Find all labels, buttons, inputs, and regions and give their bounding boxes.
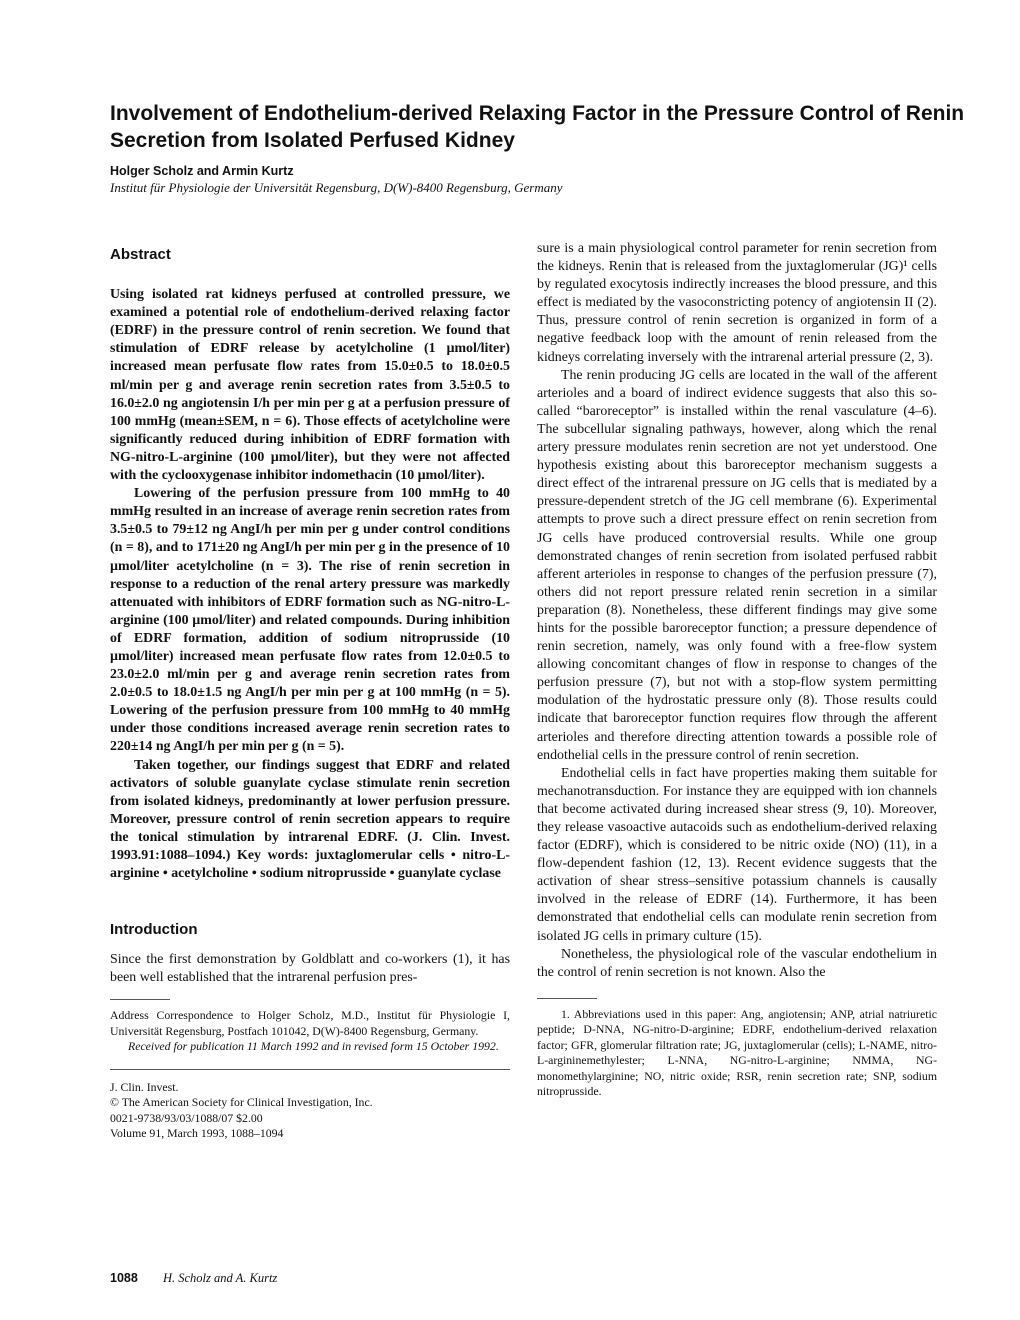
abstract-paragraph: Taken together, our findings suggest that EDRF and related activators of soluble guanylate cyclase stimulate renin secretion from isolated kidneys, predominantly at lower perfusion pressure. Moreover, pressure control of renin secretion appears to require the tonical stimulation by intrarenal EDRF. (J. Clin. Invest. 1993.91:1088–1094.) Key words: juxtaglomerular cells • nitro-L-arginine • acetylcholine • sodium nitroprusside • guanylate cyclase — [110, 757, 510, 882]
received-date: Received for publication 11 March 1992 and in revised form 15 October 1992. — [128, 1039, 499, 1054]
abstract-paragraph: Using isolated rat kidneys perfused at controlled pressure, we examined a potential role of endothelium-derived relaxing factor (EDRF) in the pressure control of renin secretion. We found that stimulation of EDRF release by acetylcholine (1 µmol/liter) increased mean perfusate flow rates from 15.0±0.5 to 18.0±0.5 ml/min per g and average renin secretion rates from 3.5±0.5 to 16.0±2.0 ng angiotensin I/h per min per g at a perfusion pressure of 100 mmHg (mean±SEM, n = 6). Those effects of acetylcholine were significantly reduced during inhibition of EDRF formation with NG-nitro-L-arginine (100 µmol/liter), but they were not affected with the cyclooxygenase inhibitor indomethacin (10 µmol/liter). — [110, 287, 510, 484]
left-column — [110, 240, 510, 1142]
author-list: Holger Scholz and Armin Kurtz — [110, 164, 294, 178]
body-paragraph: Nonetheless, the physiological role of the vascular endothelium in the control of renin secretion is not known. Also the — [537, 946, 937, 980]
abbreviations-footnote: 1. Abbreviations used in this paper: Ang, angiotensin; ANP, atrial natriuretic peptide; D-NNA, NG-nitro-D-arginine; EDRF, endothelium-derived relaxation factor; GFR, glomerular filtration rate; JG, juxtaglomerular (cells); L-NAME, nitro-L-argininemethylester; L-NNA, NG-nitro-L-arginine; NMMA, NG-monomethylarginine; NO, nitric oxide; RSR, renin secretion rate; SNP, sodium nitroprusside. — [537, 1006, 937, 1099]
right-column — [537, 240, 937, 1100]
body-paragraph: sure is a main physiological control parameter for renin secretion from the kidneys. Renin that is released from the juxtaglomerular (JG)¹ cells by regulated exocytosis indirectly increases the blood pressure, and this effect is mediated by the vasoconstricting potency of angiotensin II (2). Thus, pressure control of renin secretion is organized in form of a negative feedback loop with the amount of renin released from the kidneys correlating inversely with the intrarenal arterial pressure (2, 3). — [537, 241, 937, 365]
body-paragraph: The renin producing JG cells are located in the wall of the afferent arterioles and a board of indirect evidence suggests that also this so-called “baroreceptor” is installed within the renal vasculature (4–6). The subcellular signaling pathways, however, along which the renal artery pressure modulates renin secretion are not yet understood. One hypothesis existing about this baroreceptor mechanism suggests a direct effect of the intrarenal pressure on JG cells that is mediated by a pressure-dependent stretch of the JG cell membrane (6). Experimental attempts to prove such a direct pressure effect on renin secretion from JG cells have produced controversial results. While one group demonstrated changes of renin secretion from isolated perfused rabbit afferent arterioles in response to changes of the perfusion pressure (7), others did not report pressure related renin secretion in a similar preparation (8). Nonetheless, these different findings may give some hints for the possible baroreceptor function; a pressure dependence of renin secretion, namely, was only found with a free-flow system allowing concomitant changes of flow in response to changes of the perfusion pressure (7), but not with a stop-flow system permitting modulation of the hydrostatic pressure only (8). Those results could indicate that baroreceptor function requires flow through the afferent arterioles and therefore directing attention towards a possible role of endothelial cells in the pressure control of renin secretion. — [537, 367, 937, 763]
abstract-heading: Abstract — [110, 246, 171, 263]
introduction-section — [110, 921, 510, 987]
body-paragraph: Endothelial cells in fact have properties making them suitable for mechanotransduction. For instance they are equipped with ion channels that become activated during increased shear stress (9, 10). Moreover, they release vasoactive autacoids such as endothelium-derived relaxing factor (EDRF), which is considered to be nitric oxide (NO) (11), in a flow-dependent fashion (12, 13). Recent evidence suggests that the activation of shear stress–sensitive potassium channels is causally involved in the release of EDRF (14). Furthermore, it has been demonstrated that endothelial cells can modulate renin secretion from isolated JG cells in primary culture (15). — [537, 765, 937, 944]
journal-name: J. Clin. Invest. — [110, 1079, 179, 1094]
abstract-paragraph: Lowering of the perfusion pressure from 100 mmHg to 40 mmHg resulted in an increase of average renin secretion rates from 3.5±0.5 to 79±12 ng AngI/h per min per g under control conditions (n = 8), and to 171±20 ng AngI/h per min per g in the presence of 10 µmol/liter acetylcholine (n = 3). The rise of renin secretion in response to a reduction of the renal artery pressure was markedly attenuated with inhibitors of EDRF formation such as NG-nitro-L-arginine (100 µmol/liter) and related compounds. During inhibition of EDRF formation, addition of sodium nitroprusside (10 µmol/liter) increased mean perfusate flow rates from 12.0±0.5 to 23.0±2.0 ml/min per g and average renin secretion rates from 2.0±0.5 to 18.0±1.5 ng AngI/h per min per g at 100 mmHg (n = 5). Lowering of the perfusion pressure from 100 mmHg to 40 mmHg under those conditions increased average renin secretion rates to 220±14 ng AngI/h per min per g (n = 5). — [110, 486, 510, 755]
journal-divider — [110, 1069, 510, 1070]
footnote-block — [537, 998, 937, 1100]
article-title: Involvement of Endothelium-derived Relaxing Factor in the Pressure Control of Renin Secretion from Isolated Perfused Kidney — [110, 102, 965, 152]
introduction-heading: Introduction — [110, 921, 198, 939]
running-head: H. Scholz and A. Kurtz — [162, 1271, 278, 1285]
affiliation: Institut für Physiologie der Universität Regensburg, D(W)-8400 Regensburg, Germany — [110, 180, 563, 195]
volume-line: Volume 91, March 1993, 1088–1094 — [110, 1126, 284, 1141]
footnote-divider — [537, 998, 597, 999]
correspondence-address: Address Correspondence to Holger Scholz, M.D., Institut für Physiologie I, Universität Regensburg, Postfach 101042, D(W)-8400 Regensburg, Germany. — [110, 1008, 510, 1038]
issn-line: 0021-9738/93/03/1088/07 $2.00 — [110, 1110, 263, 1125]
introduction-paragraph: Since the first demonstration by Goldblatt and co-workers (1), it has been well established that the intrarenal perfusion pres- — [110, 952, 510, 986]
copyright-line: © The American Society for Clinical Investigation, Inc. — [110, 1095, 373, 1110]
page-number: 1088 — [110, 1271, 138, 1285]
note-divider — [110, 999, 170, 1000]
correspondence-note — [110, 999, 510, 1142]
abstract-section — [110, 246, 510, 883]
page-footer — [110, 1271, 277, 1286]
